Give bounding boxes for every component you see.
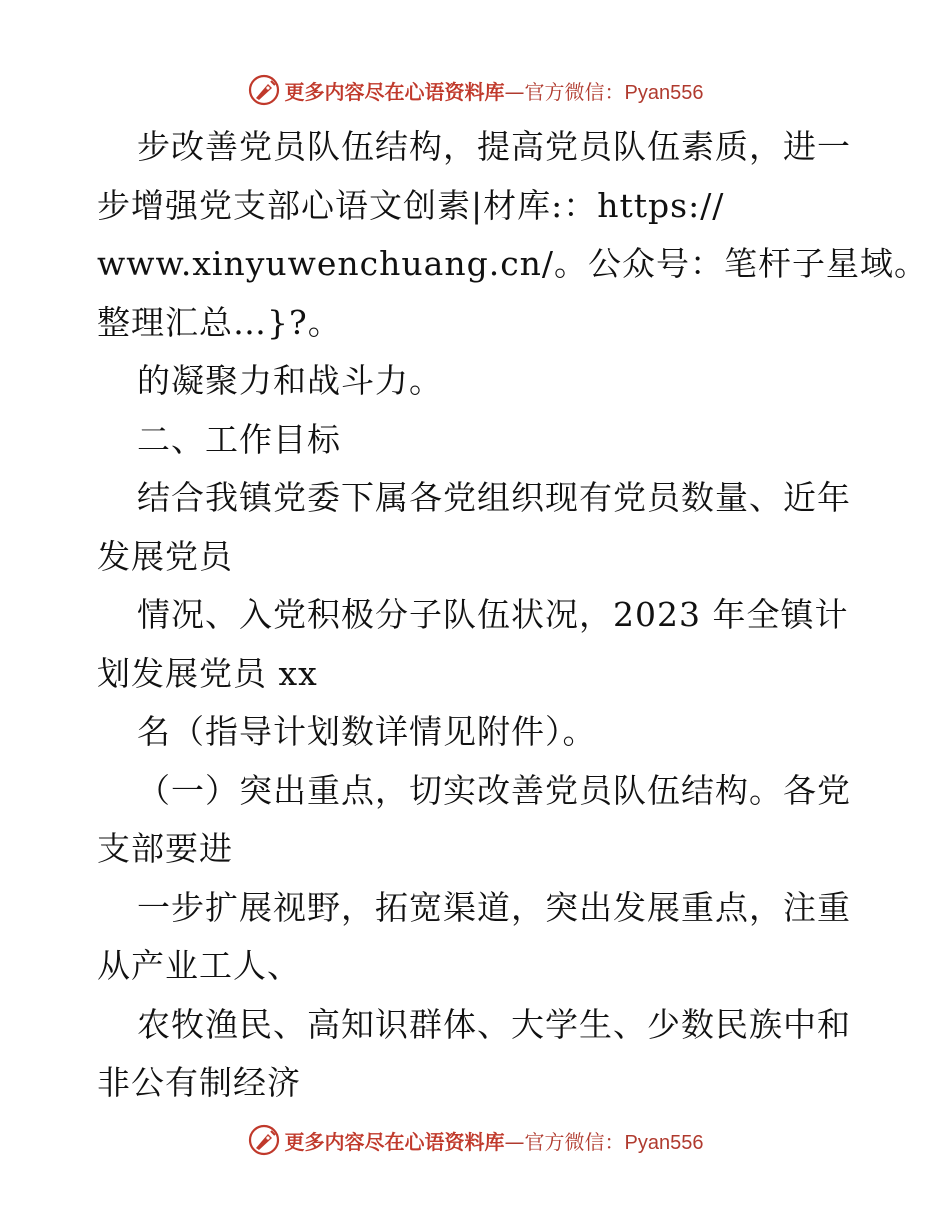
text-line: 结合我镇党委下属各党组织现有党员数量、近年 (137, 478, 851, 517)
text-line: 步改善党员队伍结构，提高党员队伍素质，进一 (137, 127, 851, 166)
watermark-wechat-id: Pyan556 (624, 81, 704, 104)
text-line: 农牧渔民、高知识群体、大学生、少数民族中和 (137, 1004, 851, 1044)
text-line: 的凝聚力和战斗力。 (137, 361, 443, 400)
watermark-text (285, 76, 704, 105)
text-line: 名（指导计划数详情见附件）。 (137, 712, 597, 751)
watermark-wechat-id: Pyan556 (624, 1131, 704, 1154)
text-line: www.xinyuwenchuang.cn/。公众号：笔杆子星域。 (97, 244, 929, 283)
text-line: （一）突出重点，切实改善党员队伍结构。各党 (137, 770, 851, 810)
footer-watermark (0, 1120, 950, 1160)
section-heading: 二、工作目标 (137, 419, 341, 459)
text-line: 从产业工人、 (97, 946, 301, 985)
watermark-text (285, 1126, 704, 1155)
text-line: 情况、入党积极分子队伍状况，2023 年全镇计 (137, 595, 849, 634)
pen-nib-logo-icon (247, 73, 281, 107)
text-line: 步增强党支部心语文创素|材库:：https:// (97, 185, 725, 225)
watermark-main: 更多内容尽在心语资料库 (284, 79, 505, 104)
watermark-main: 更多内容尽在心语资料库 (284, 1129, 505, 1154)
watermark-sub: 官方微信： (524, 1129, 625, 1154)
text-line: 划发展党员 xx (97, 653, 318, 693)
text-line: 一步扩展视野，拓宽渠道，突出发展重点，注重 (137, 887, 851, 927)
text-line: 整理汇总…}?。 (97, 302, 342, 342)
watermark-dash: — (504, 79, 525, 104)
pen-nib-logo-icon (247, 1123, 281, 1157)
watermark-dash: — (504, 1129, 525, 1154)
text-line: 发展党员 (97, 536, 233, 576)
header-watermark (0, 70, 950, 110)
text-line: 支部要进 (97, 829, 233, 868)
text-line: 非公有制经济 (97, 1063, 301, 1102)
watermark-sub: 官方微信： (524, 79, 625, 104)
document-body (97, 118, 929, 1113)
